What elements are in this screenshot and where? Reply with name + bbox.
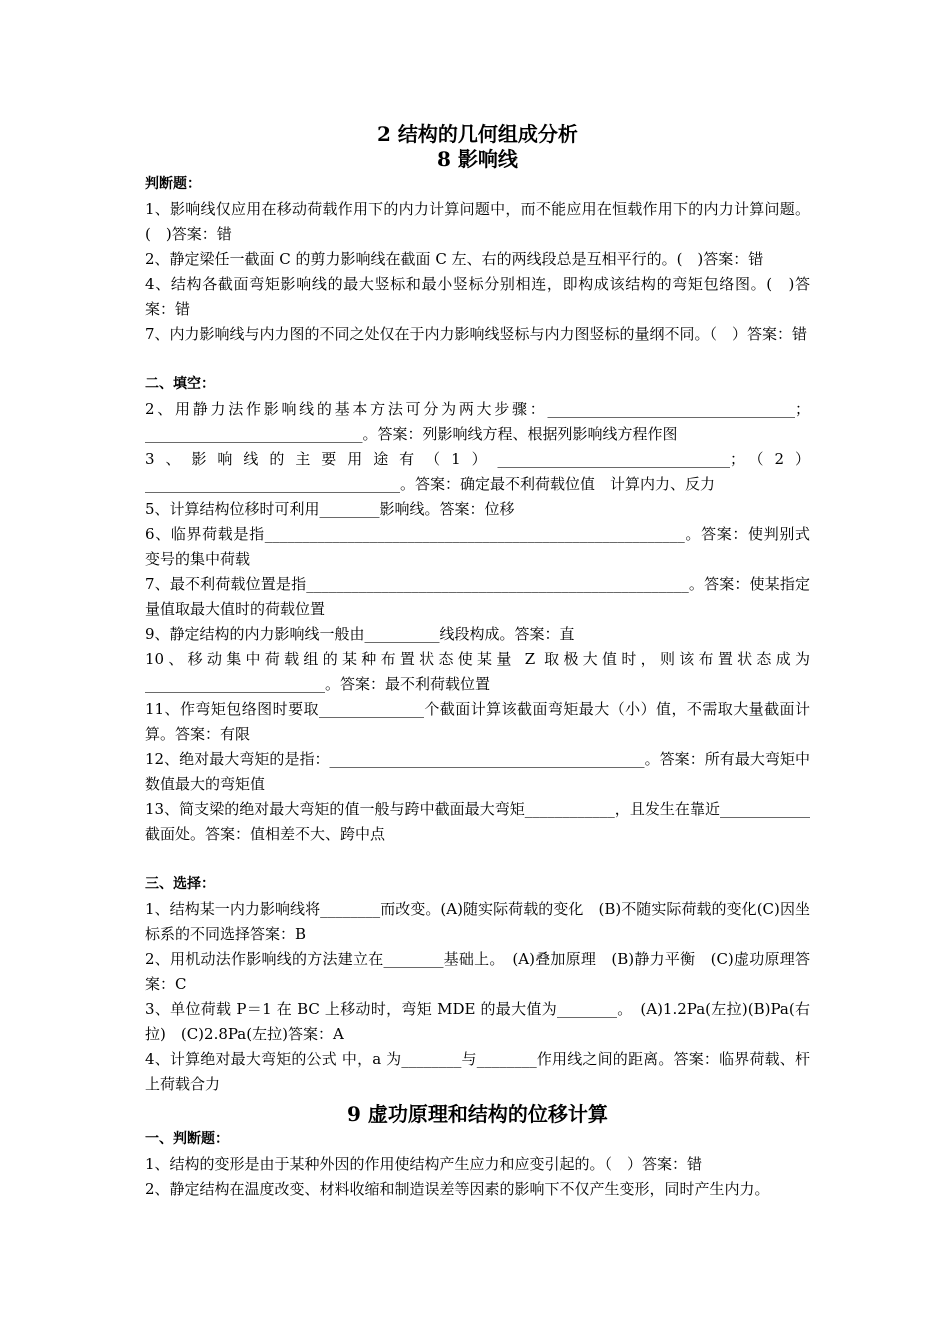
chapter-2-title: 2 结构的几何组成分析 <box>377 122 578 146</box>
document-page <box>145 0 810 1202</box>
fill-item: 12、绝对最大弯矩的是指：__________________________________________。答案：所有最大弯矩中数值最大的弯矩值 <box>145 750 810 793</box>
choice-item: 3、单位荷载 P＝1 在 BC 上移动时，弯矩 MDE 的最大值为________。 (A)1.2Pa(左拉)(B)Pa(右拉) (C)2.8Pa(左拉)答案：A <box>145 1000 810 1043</box>
judge-item: 4、结构各截面弯矩影响线的最大竖标和最小竖标分别相连，即构成该结构的弯矩包络图。( )答案：错 <box>145 275 810 318</box>
choice-item: 1、结构某一内力影响线将________而改变。(A)随实际荷载的变化 (B)不随实际荷载的变化(C)因坐标系的不同选择答案：B <box>145 900 810 943</box>
fill-item: 13、简支梁的绝对最大弯矩的值一般与跨中截面最大弯矩____________，且发生在靠近____________截面处。答案：值相差不大、跨中点 <box>145 800 810 843</box>
spacer <box>145 347 810 372</box>
chapter-9-title: 9 虚功原理和结构的位移计算 <box>347 1102 608 1126</box>
ch9-judge-item: 1、结构的变形是由于某种外因的作用使结构产生应力和应变引起的。（ ）答案：错 <box>145 1155 703 1173</box>
fill-item: 2、用静力法作影响线的基本方法可分为两大步骤：_________________________________；_____________________________。答案：列影响线方程、根据列影响线方程作图 <box>145 400 810 443</box>
chapter-8-title: 8 影响线 <box>437 147 518 171</box>
fill-item: 9、静定结构的内力影响线一般由__________线段构成。答案：直 <box>145 625 575 643</box>
fill-item: 7、最不利荷载位置是指___________________________________________________。答案：使某指定量值取最大值时的荷载位置 <box>145 575 810 618</box>
fill-item: 6、临界荷载是指________________________________________________________。答案：使判别式变号的集中荷载 <box>145 525 810 568</box>
spacer <box>145 847 810 872</box>
ch9-judge-heading: 一、判断题： <box>145 1131 229 1147</box>
fill-item: 10、移动集中荷载组的某种布置状态使某量 Z 取极大值时，则该布置状态成为________________________。答案：最不利荷载位置 <box>145 650 810 693</box>
judge-item: 7、内力影响线与内力图的不同之处仅在于内力影响线竖标与内力图竖标的量纲不同。（ ）答案：错 <box>145 325 808 343</box>
fill-item: 3、影响线的主要用途有（1）_______________________________；（2）__________________________________。答案：确定最不利荷载位值 计算内力、反力 <box>145 450 810 493</box>
choice-heading: 三、选择： <box>145 876 215 892</box>
fill-item: 11、作弯矩包络图时要取______________个截面计算该截面弯矩最大（小）值，不需取大量截面计算。答案：有限 <box>145 700 810 743</box>
judge-heading: 判断题： <box>145 176 201 192</box>
judge-item: 1、影响线仅应用在移动荷载作用下的内力计算问题中，而不能应用在恒载作用下的内力计算问题。( )答案：错 <box>145 200 810 243</box>
ch9-judge-item: 2、静定结构在温度改变、材料收缩和制造误差等因素的影响下不仅产生变形，同时产生内力。 <box>145 1180 770 1198</box>
choice-item: 2、用机动法作影响线的方法建立在________基础上。 (A)叠加原理 (B)静力平衡 (C)虚功原理答案：C <box>145 950 810 993</box>
fill-heading: 二、填空： <box>145 376 215 392</box>
fill-item: 5、计算结构位移时可利用________影响线。答案：位移 <box>145 500 515 518</box>
choice-item: 4、计算绝对最大弯矩的公式 中，a 为________与________作用线之间的距离。答案：临界荷载、杆上荷载合力 <box>145 1050 810 1093</box>
judge-item: 2、静定梁任一截面 C 的剪力影响线在截面 C 左、右的两线段总是互相平行的。( )答案：错 <box>145 250 764 268</box>
